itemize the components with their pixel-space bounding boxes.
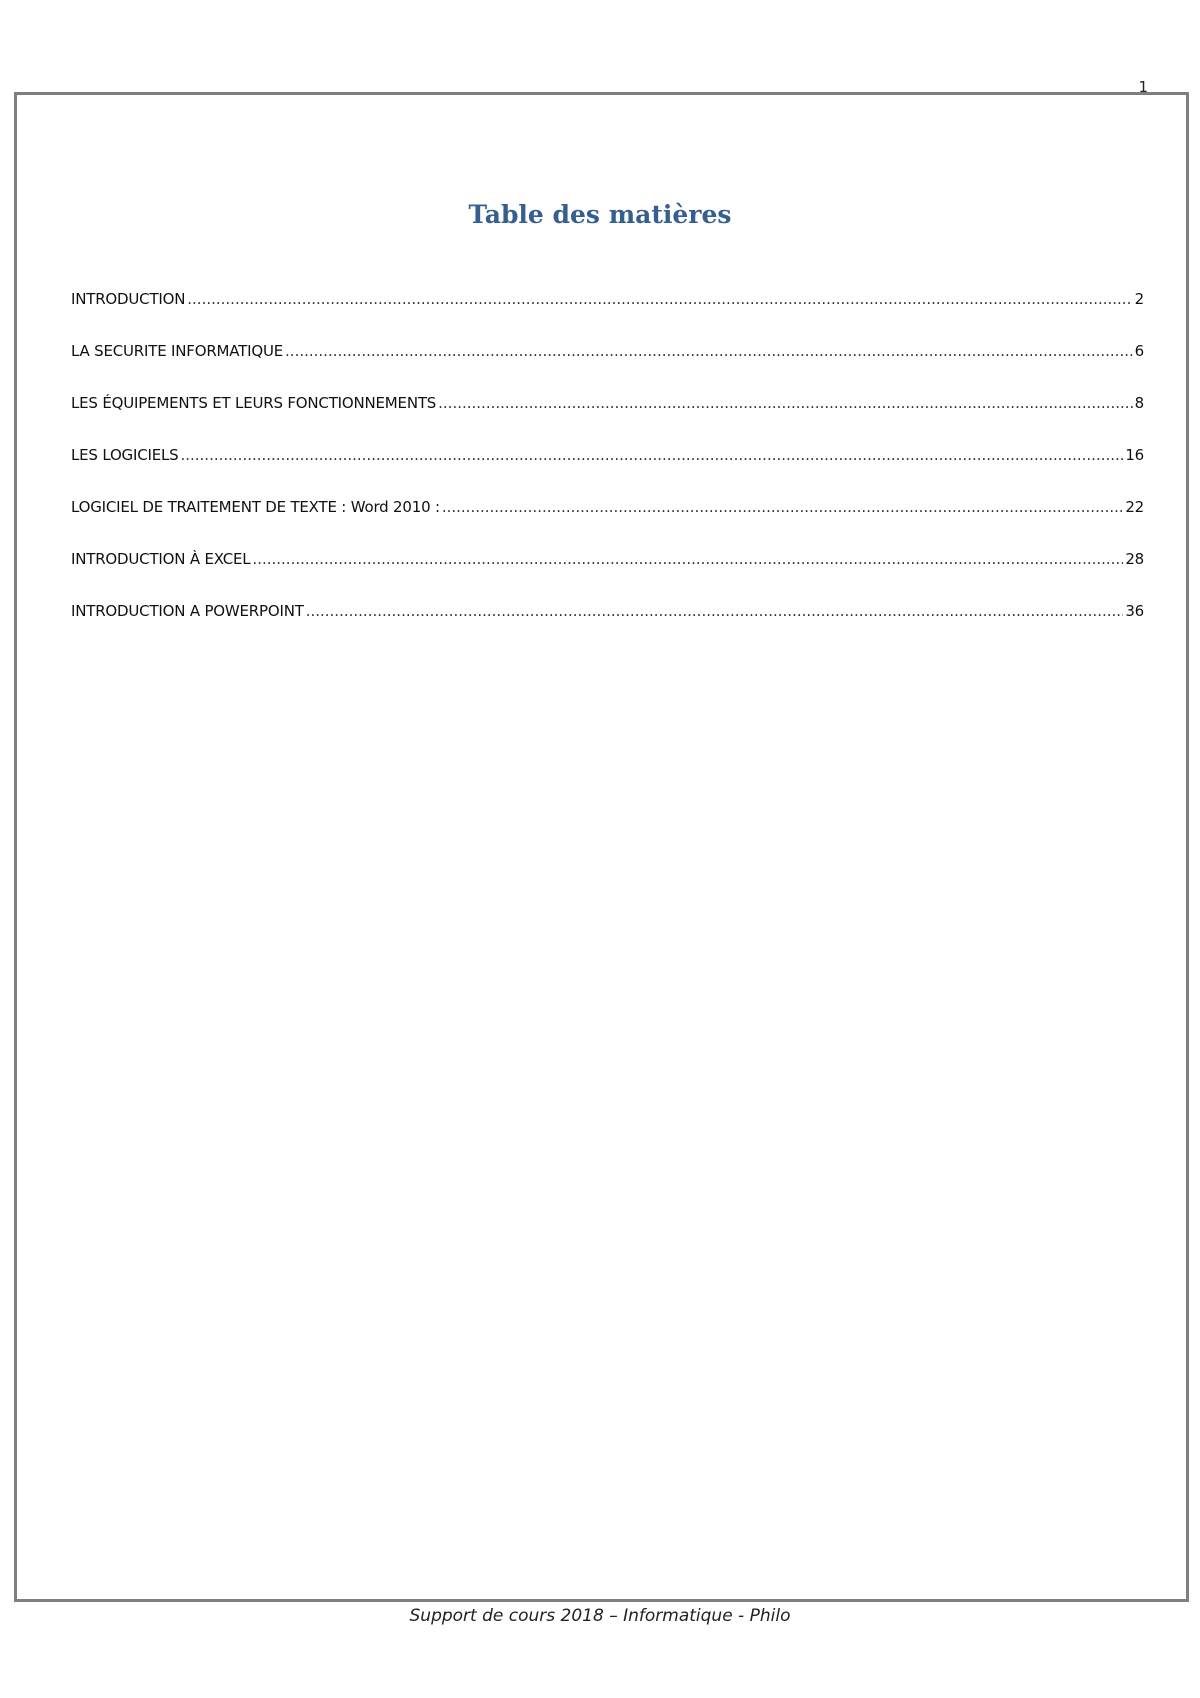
toc-entry-excel[interactable] xyxy=(71,550,1144,602)
toc-entry-label: INTRODUCTION xyxy=(71,290,186,308)
toc-entry-equipements[interactable] xyxy=(71,394,1144,446)
toc-entry-label: LOGICIEL DE TRAITEMENT DE TEXTE : Word 2010 : xyxy=(71,498,440,516)
toc-entry-traitement-de-texte[interactable] xyxy=(71,498,1144,550)
table-of-contents xyxy=(71,290,1144,654)
toc-entry-logiciels[interactable] xyxy=(71,446,1144,498)
toc-entry-powerpoint[interactable] xyxy=(71,602,1144,654)
toc-entry-page: 16 xyxy=(1125,446,1144,464)
toc-entry-label: INTRODUCTION A POWERPOINT xyxy=(71,602,304,620)
page-footer: Support de cours 2018 – Informatique - Philo xyxy=(409,1606,791,1626)
toc-entry-page: 22 xyxy=(1125,498,1144,516)
toc-dot-leader xyxy=(252,550,1123,568)
toc-entry-label: LES ÉQUIPEMENTS ET LEURS FONCTIONNEMENTS xyxy=(71,394,437,412)
toc-dot-leader xyxy=(306,602,1124,620)
toc-entry-securite-informatique[interactable] xyxy=(71,342,1144,394)
toc-entry-label: INTRODUCTION À EXCEL xyxy=(71,550,251,568)
toc-title: Table des matières xyxy=(468,200,732,229)
toc-dot-leader xyxy=(187,290,1132,308)
toc-entry-page: 6 xyxy=(1134,342,1144,360)
toc-dot-leader xyxy=(442,498,1123,516)
toc-entry-label: LES LOGICIELS xyxy=(71,446,179,464)
toc-entry-page: 36 xyxy=(1125,602,1144,620)
toc-dot-leader xyxy=(438,394,1133,412)
toc-dot-leader xyxy=(180,446,1123,464)
toc-entry-page: 2 xyxy=(1134,290,1144,308)
toc-entry-label: LA SECURITE INFORMATIQUE xyxy=(71,342,284,360)
page-number: 1 xyxy=(1138,78,1148,96)
toc-entry-page: 28 xyxy=(1125,550,1144,568)
toc-entry-page: 8 xyxy=(1134,394,1144,412)
toc-dot-leader xyxy=(285,342,1133,360)
toc-entry-introduction[interactable] xyxy=(71,290,1144,342)
